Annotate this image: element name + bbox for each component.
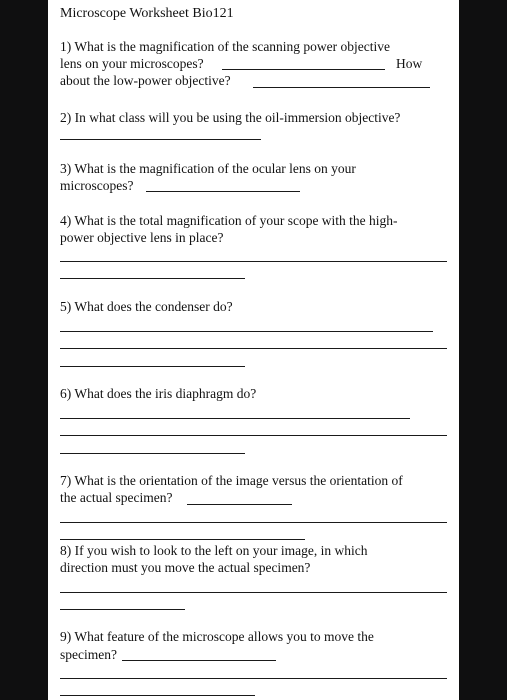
q3-line2: microscopes? xyxy=(60,178,134,193)
q8-answer-blank-1[interactable] xyxy=(60,592,447,593)
q7-line2: the actual specimen? xyxy=(60,490,173,505)
q6-answer-blank-3[interactable] xyxy=(60,453,245,454)
q7-answer-blank-1[interactable] xyxy=(187,504,292,505)
q5-line1: 5) What does the condenser do? xyxy=(60,299,233,314)
q3-answer-blank[interactable] xyxy=(146,191,300,192)
q5-answer-blank-3[interactable] xyxy=(60,366,245,367)
q6-line1: 6) What does the iris diaphragm do? xyxy=(60,386,257,401)
q8-line1: 8) If you wish to look to the left on your image, in which xyxy=(60,543,368,558)
q8-answer-blank-2[interactable] xyxy=(60,609,185,610)
q7-answer-blank-2[interactable] xyxy=(60,522,447,523)
q4-line1: 4) What is the total magnification of your scope with the high- xyxy=(60,213,398,228)
q1-line1: 1) What is the magnification of the scanning power objective xyxy=(60,39,391,54)
q5-answer-blank-2[interactable] xyxy=(60,348,447,349)
q4-answer-blank-2[interactable] xyxy=(60,278,245,279)
q1-line3: about the low-power objective? xyxy=(60,73,231,88)
q2-line1: 2) In what class will you be using the oil-immersion objective? xyxy=(60,110,401,125)
q9-line1: 9) What feature of the microscope allows you to move the xyxy=(60,629,374,644)
q8-line2: direction must you move the actual specimen? xyxy=(60,560,311,575)
q7-answer-blank-3[interactable] xyxy=(60,539,305,540)
q2-answer-blank[interactable] xyxy=(60,139,261,140)
q9-line2: specimen? xyxy=(60,647,117,662)
q1-answer-blank-scanning[interactable] xyxy=(222,69,385,70)
q7-line1: 7) What is the orientation of the image versus the orientation of xyxy=(60,473,403,488)
worksheet-title: Microscope Worksheet Bio121 xyxy=(60,6,234,21)
q9-answer-blank-1[interactable] xyxy=(122,660,276,661)
q4-answer-blank-1[interactable] xyxy=(60,261,447,262)
q5-answer-blank-1[interactable] xyxy=(60,331,433,332)
q1-answer-blank-low-power[interactable] xyxy=(253,87,430,88)
q6-answer-blank-2[interactable] xyxy=(60,435,447,436)
q9-answer-blank-2[interactable] xyxy=(60,678,447,679)
q6-answer-blank-1[interactable] xyxy=(60,418,410,419)
q1-line2-right: How xyxy=(396,56,423,71)
q4-line2: power objective lens in place? xyxy=(60,230,224,245)
q3-line1: 3) What is the magnification of the ocular lens on your xyxy=(60,161,356,176)
q1-line2: lens on your microscopes? xyxy=(60,56,204,71)
q9-answer-blank-3[interactable] xyxy=(60,695,255,696)
